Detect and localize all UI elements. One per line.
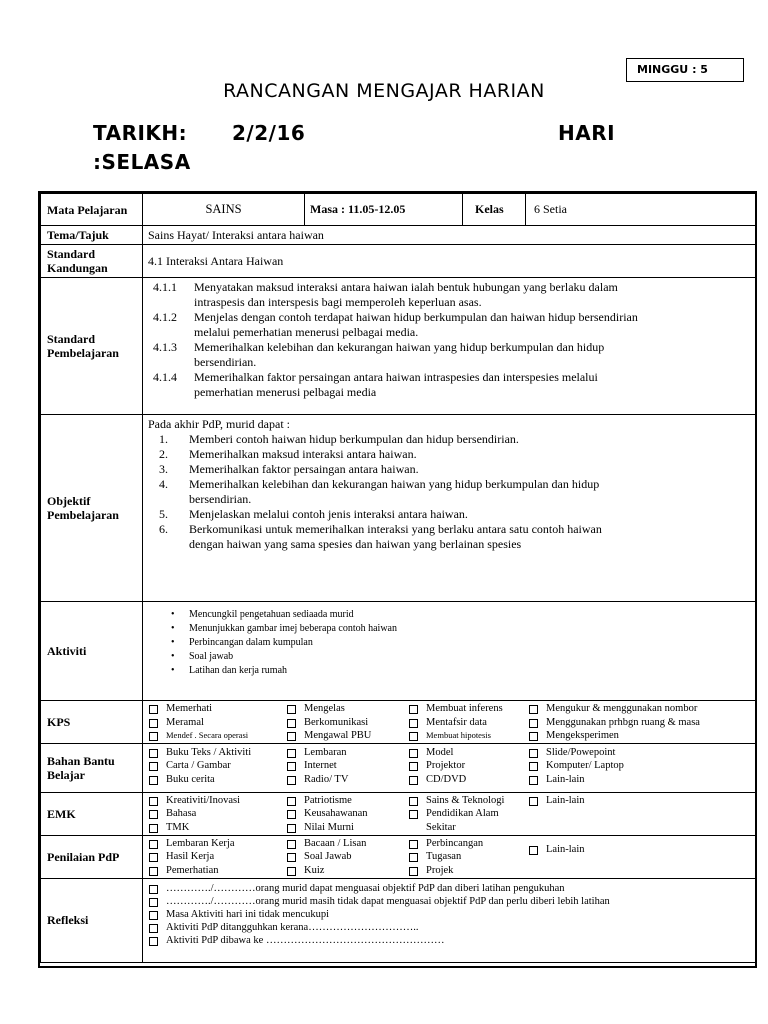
bbb-option-label: Projektor: [426, 760, 466, 771]
bbb-option-label: Buku Teks / Aktiviti: [166, 746, 252, 758]
kps-content: [143, 701, 756, 744]
checkbox-icon[interactable]: [529, 719, 538, 728]
standard-kandungan-label: [41, 245, 143, 278]
sp-item-text: [194, 310, 755, 340]
checkbox-icon[interactable]: [287, 824, 296, 833]
kps-option[interactable]: [149, 716, 287, 730]
op-item-number: 1.: [159, 432, 168, 446]
checkbox-icon[interactable]: [409, 797, 418, 806]
penilaian-option[interactable]: Lembaran Kerja: [149, 837, 287, 851]
kps-option-label: Mengukur & menggunakan nombor: [546, 703, 698, 714]
bbb-option-label: Internet: [304, 760, 337, 771]
mata-pelajaran-label: Mata Pelajaran: [41, 194, 143, 226]
checkbox-icon[interactable]: [409, 776, 418, 785]
checkbox-icon[interactable]: [287, 776, 296, 785]
kps-option[interactable]: [409, 702, 529, 716]
op-item-number: 2.: [159, 447, 168, 461]
checkbox-icon[interactable]: [149, 885, 158, 894]
sp-item-line: bersendirian.: [194, 355, 257, 369]
bbb-option[interactable]: [287, 773, 409, 787]
op-item-line: Berkomunikasi untuk memerihalkan interaksi yang berlaku antara satu contoh haiwan: [189, 522, 602, 536]
refleksi-option-label: …………./…………orang murid masih tidak dapat menguasai objektif PdP dan perlu diberi lebih latihan: [166, 895, 610, 907]
kelas-value: 6 Setia: [526, 194, 756, 226]
checkbox-icon[interactable]: [529, 732, 538, 741]
bbb-option[interactable]: [149, 759, 287, 773]
checkbox-icon[interactable]: [149, 824, 158, 833]
kps-grid: [143, 702, 755, 743]
penilaian-option[interactable]: Tugasan: [409, 850, 529, 864]
op-label-line1: Objektif: [47, 494, 91, 508]
checkbox-icon[interactable]: [287, 797, 296, 806]
refleksi-option[interactable]: [149, 934, 755, 947]
bbb-option[interactable]: [287, 759, 409, 773]
kps-option[interactable]: [409, 716, 529, 730]
kps-option-label: Mendef . Secara operasi: [166, 730, 249, 740]
aktiviti-item: [143, 608, 755, 622]
kps-option-label: Meramal: [166, 716, 204, 728]
op-item-text: [189, 477, 755, 507]
checkbox-icon[interactable]: [149, 749, 158, 758]
page-title: RANCANGAN MENGAJAR HARIAN: [223, 80, 545, 102]
op-item-number: 6.: [159, 522, 168, 536]
checkbox-icon[interactable]: [287, 867, 296, 876]
bbb-option-label: CD/DVD: [426, 773, 467, 785]
checkbox-icon[interactable]: [149, 937, 158, 946]
kps-option-label: Mengawal PBU: [304, 730, 372, 741]
sp-item-text: [194, 280, 755, 310]
penilaian-col2: [287, 837, 409, 878]
sk-label-line2: Kandungan: [47, 261, 108, 275]
kelas-label: Kelas: [463, 194, 526, 226]
op-item-text: [189, 432, 755, 447]
checkbox-icon[interactable]: [149, 762, 158, 771]
bbb-option-label: Radio/ TV: [304, 773, 349, 785]
checkbox-icon[interactable]: [149, 911, 158, 920]
op-item: [143, 477, 755, 507]
emk-option[interactable]: Nilai Murni: [287, 821, 409, 835]
hari-value: :SELASA: [93, 150, 191, 174]
emk-content: [143, 792, 756, 835]
bbb-option-label: Slide/Powepoint: [546, 746, 616, 758]
refleksi-option-label: Aktiviti PdP dibawa ke ……………………………………………: [166, 934, 445, 946]
emk-label: EMK: [41, 792, 143, 835]
refleksi-option[interactable]: [149, 895, 755, 908]
checkbox-icon[interactable]: [149, 898, 158, 907]
checkbox-icon[interactable]: [529, 749, 538, 758]
checkbox-icon[interactable]: [287, 732, 296, 741]
penilaian-label: Penilaian PdP: [41, 835, 143, 878]
emk-col1: [149, 794, 287, 835]
refleksi-option-label: …………./…………orang murid dapat menguasai objektif PdP dan diberi latihan pengukuhan: [166, 882, 565, 894]
checkbox-icon[interactable]: [149, 719, 158, 728]
emk-option[interactable]: TMK: [149, 821, 287, 835]
emk-grid: [143, 794, 755, 835]
sp-item-line: Menyatakan maksud interaksi antara haiwan ialah bentuk hubungan yang berlaku dalam: [194, 280, 618, 294]
aktiviti-item: [143, 650, 755, 664]
sp-item-line: Menjelas dengan contoh terdapat haiwan hidup berkumpulan dan haiwan hidup bersendirian: [194, 310, 638, 324]
checkbox-icon[interactable]: [409, 749, 418, 758]
emk-text: Sekitar: [426, 821, 456, 833]
kps-option[interactable]: [287, 702, 409, 716]
sp-item: [143, 280, 755, 310]
checkbox-icon[interactable]: [409, 732, 418, 741]
op-item-text: [189, 522, 755, 552]
aktiviti-item: [143, 636, 755, 650]
op-item-number: 5.: [159, 507, 168, 521]
aktiviti-item: [143, 664, 755, 678]
bbb-grid: [143, 746, 755, 787]
bullet-icon: •: [171, 609, 175, 620]
checkbox-icon[interactable]: [149, 853, 158, 862]
checkbox-icon[interactable]: [287, 705, 296, 714]
bbb-option-label: Carta / Gambar: [166, 760, 231, 771]
bbb-option[interactable]: [149, 746, 287, 760]
refleksi-option-label: Masa Aktiviti hari ini tidak mencukupi: [166, 908, 330, 920]
sp-item: [143, 370, 755, 400]
objektif-label: [41, 415, 143, 602]
op-content: [143, 415, 756, 602]
kps-option-label: Membuat hipotesis: [426, 730, 491, 740]
checkbox-icon[interactable]: [287, 840, 296, 849]
checkbox-icon[interactable]: [529, 705, 538, 714]
op-item-line: Menjelaskan melalui contoh jenis interaksi antara haiwan.: [189, 507, 468, 521]
sp-item-number: 4.1.3: [153, 340, 177, 354]
bbb-option[interactable]: [529, 746, 755, 760]
bbb-label: [41, 743, 143, 792]
emk-option[interactable]: Patriotisme: [287, 794, 409, 808]
sp-item-number: 4.1.4: [153, 370, 177, 384]
op-item-line: Memerihalkan faktor persaingan antara haiwan.: [189, 462, 419, 476]
bbb-option[interactable]: [529, 773, 755, 787]
op-intro: Pada akhir PdP, murid dapat :: [148, 417, 290, 431]
bbb-label-line2: Belajar: [47, 767, 85, 782]
op-item-number: 3.: [159, 462, 168, 476]
tema-label: Tema/Tajuk: [41, 226, 143, 245]
op-item-line: dengan haiwan yang sama spesies dan haiwan yang berlainan spesies: [189, 537, 522, 551]
emk-col2: [287, 794, 409, 835]
kps-option[interactable]: [287, 729, 409, 743]
penilaian-option[interactable]: Pemerhatian: [149, 864, 287, 878]
op-item: [143, 522, 755, 552]
aktiviti-item: [143, 622, 755, 636]
checkbox-icon[interactable]: [149, 924, 158, 933]
checkbox-icon[interactable]: [529, 776, 538, 785]
refleksi-option[interactable]: [149, 882, 755, 895]
bbb-option[interactable]: [409, 773, 529, 787]
refleksi-option-label: Aktiviti PdP ditangguhkan kerana…………………………..: [166, 921, 419, 933]
refleksi-option[interactable]: [149, 908, 755, 921]
aktiviti-item-text: Mencungkil pengetahuan sediaada murid: [189, 609, 354, 620]
bbb-label-line1: Bahan Bantu: [47, 753, 115, 768]
penilaian-option[interactable]: Bacaan / Lisan: [287, 837, 409, 851]
sk-value: 4.1 Interaksi Antara Haiwan: [143, 245, 756, 278]
bbb-option[interactable]: [529, 759, 755, 773]
kps-option-label: Mengelas: [304, 703, 345, 714]
tarikh-label: TARIKH:: [93, 121, 188, 145]
refleksi-content: [143, 878, 756, 962]
aktiviti-content: [143, 602, 756, 701]
checkbox-icon[interactable]: [409, 867, 418, 876]
emk-option[interactable]: Keusahawanan: [287, 807, 409, 821]
refleksi-list: [143, 882, 755, 947]
checkbox-icon[interactable]: [287, 749, 296, 758]
kps-option-label: Mentafsir data: [426, 716, 487, 728]
op-item-text: [189, 507, 755, 522]
penilaian-option[interactable]: Soal Jawab: [287, 850, 409, 864]
penilaian-col4: [529, 837, 755, 878]
checkbox-icon[interactable]: [287, 762, 296, 771]
kps-option[interactable]: [529, 716, 755, 730]
kps-option[interactable]: [287, 716, 409, 730]
bbb-option-label: Model: [426, 746, 454, 758]
penilaian-content: [143, 835, 756, 878]
kps-option-label: Mengeksperimen: [546, 730, 619, 741]
checkbox-icon[interactable]: [149, 840, 158, 849]
masa-cell: Masa : 11.05-12.05: [305, 194, 463, 226]
sp-item-line: intraspesis dan interspesis bagi memperoleh keperluan asas.: [194, 295, 482, 309]
bbb-option[interactable]: [287, 746, 409, 760]
sp-item-line: melalui pemerhatian menerusi pelbagai media.: [194, 325, 419, 339]
kps-option-label: Membuat inferens: [426, 703, 503, 714]
kps-option[interactable]: [529, 729, 755, 743]
sp-label-line2: Pembelajaran: [47, 346, 119, 360]
kps-option-label: Berkomunikasi: [304, 716, 369, 728]
refleksi-option[interactable]: [149, 921, 755, 934]
checkbox-icon[interactable]: [149, 867, 158, 876]
emk-option[interactable]: Pendidikan Alam: [409, 807, 529, 821]
checkbox-icon[interactable]: [149, 810, 158, 819]
emk-option[interactable]: Kreativiti/Inovasi: [149, 794, 287, 808]
emk-option[interactable]: Bahasa: [149, 807, 287, 821]
penilaian-option[interactable]: Perbincangan: [409, 837, 529, 851]
aktiviti-label: Aktiviti: [41, 602, 143, 701]
op-item: [143, 432, 755, 447]
emk-option[interactable]: Lain-lain: [529, 794, 755, 808]
sp-item: [143, 340, 755, 370]
op-list: [143, 432, 755, 552]
checkbox-icon[interactable]: [149, 776, 158, 785]
aktiviti-item-text: Menunjukkan gambar imej beberapa contoh haiwan: [189, 623, 397, 634]
standard-pembelajaran-label: [41, 278, 143, 415]
sp-list: [143, 280, 755, 400]
checkbox-icon[interactable]: [409, 762, 418, 771]
checkbox-icon[interactable]: [529, 846, 538, 855]
checkbox-icon[interactable]: [529, 762, 538, 771]
lesson-plan-table: [40, 193, 756, 963]
tema-value: Sains Hayat/ Interaksi antara haiwan: [143, 226, 756, 245]
sp-item-text: [194, 370, 755, 400]
bbb-content: [143, 743, 756, 792]
week-box: MINGGU : 5: [626, 58, 744, 82]
sp-item-number: 4.1.1: [153, 280, 177, 294]
checkbox-icon[interactable]: [287, 810, 296, 819]
checkbox-icon[interactable]: [287, 719, 296, 728]
penilaian-option[interactable]: Hasil Kerja: [149, 850, 287, 864]
kps-option-label: Memerhati: [166, 703, 213, 714]
sp-item-number: 4.1.2: [153, 310, 177, 324]
hari-label: HARI: [558, 121, 616, 145]
op-item-number: 4.: [159, 477, 168, 491]
op-item: [143, 447, 755, 462]
op-item-line: Memerihalkan kelebihan dan kekurangan haiwan yang hidup berkumpulan dan hidup: [189, 477, 600, 491]
kps-label: KPS: [41, 701, 143, 744]
kps-option[interactable]: [149, 702, 287, 716]
checkbox-icon[interactable]: [409, 840, 418, 849]
bbb-option-label: Komputer/ Laptop: [546, 760, 624, 771]
kps-option[interactable]: [409, 729, 529, 743]
sp-label-line1: Standard: [47, 332, 96, 346]
op-item-text: [189, 447, 755, 462]
checkbox-icon[interactable]: [149, 797, 158, 806]
sp-content: [143, 278, 756, 415]
kps-option[interactable]: [529, 702, 755, 716]
bbb-option[interactable]: [149, 773, 287, 787]
penilaian-grid: [143, 837, 755, 878]
op-item: [143, 507, 755, 522]
op-label-line2: Pembelajaran: [47, 508, 119, 522]
bullet-icon: •: [171, 651, 175, 662]
op-item: [143, 462, 755, 477]
bullet-icon: •: [171, 637, 175, 648]
op-item-text: [189, 462, 755, 477]
bbb-option-label: Buku cerita: [166, 773, 215, 785]
sk-label-line1: Standard: [47, 247, 96, 261]
sp-item-line: Memerihalkan faktor persaingan antara haiwan intraspesies dan interspesies melalui: [194, 370, 598, 384]
op-item-line: bersendirian.: [189, 492, 252, 506]
checkbox-icon[interactable]: [409, 719, 418, 728]
bbb-option[interactable]: [409, 759, 529, 773]
checkbox-icon[interactable]: [149, 705, 158, 714]
aktiviti-item-text: Soal jawab: [189, 651, 234, 662]
checkbox-icon[interactable]: [287, 853, 296, 862]
op-item-line: Memerihalkan maksud interaksi antara haiwan.: [189, 447, 417, 461]
checkbox-icon[interactable]: [149, 732, 158, 741]
aktiviti-item-text: Perbincangan dalam kumpulan: [189, 637, 313, 648]
checkbox-icon[interactable]: [409, 810, 418, 819]
penilaian-option[interactable]: Kuiz: [287, 864, 409, 878]
tarikh-value: 2/2/16: [232, 121, 306, 145]
bbb-option-label: Lain-lain: [546, 773, 585, 785]
subject-cell: SAINS: [143, 194, 305, 226]
bbb-option-label: Lembaran: [304, 746, 347, 758]
emk-col3: [409, 794, 529, 835]
checkbox-icon[interactable]: [409, 705, 418, 714]
bbb-option[interactable]: [409, 746, 529, 760]
bullet-icon: •: [171, 665, 175, 676]
op-item-line: Memberi contoh haiwan hidup berkumpulan dan hidup bersendirian.: [189, 432, 519, 446]
aktiviti-item-text: Latihan dan kerja rumah: [189, 665, 288, 676]
penilaian-option[interactable]: Projek: [409, 864, 529, 878]
emk-col4: [529, 794, 755, 835]
sp-item-line: Memerihalkan kelebihan dan kekurangan haiwan yang hidup berkumpulan dan hidup: [194, 340, 605, 354]
kps-option[interactable]: [149, 729, 287, 743]
aktiviti-list: [143, 608, 755, 678]
checkbox-icon[interactable]: [409, 853, 418, 862]
sp-item-line: pemerhatian menerusi pelbagai media: [194, 385, 377, 399]
penilaian-col3: [409, 837, 529, 878]
bullet-icon: •: [171, 623, 175, 634]
emk-option[interactable]: Sains & Teknologi: [409, 794, 529, 808]
sp-item: [143, 310, 755, 340]
checkbox-icon[interactable]: [529, 797, 538, 806]
penilaian-option[interactable]: Lain-lain: [529, 843, 755, 857]
sp-item-text: [194, 340, 755, 370]
kps-option-label: Menggunakan prhbgn ruang & masa: [546, 716, 700, 728]
refleksi-label: Refleksi: [41, 878, 143, 962]
penilaian-col1: [149, 837, 287, 878]
